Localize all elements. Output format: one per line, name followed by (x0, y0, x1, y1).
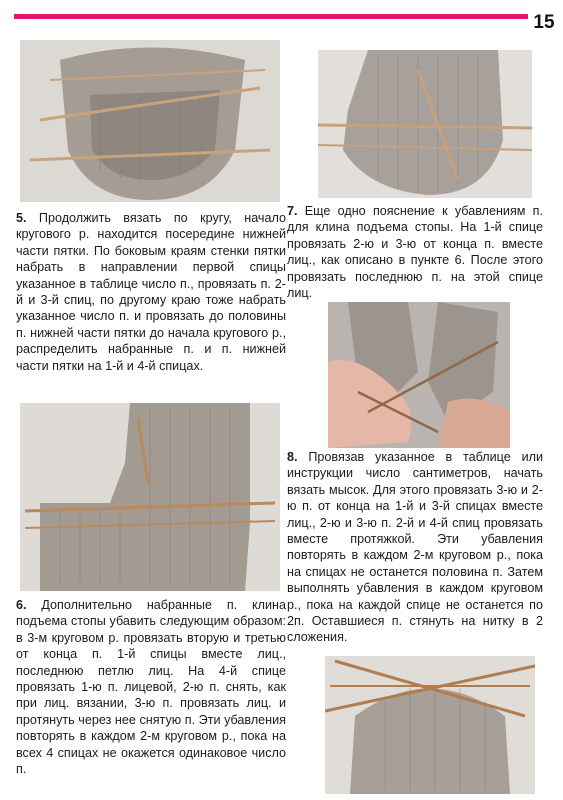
step-8-text (287, 449, 543, 646)
step-5-text (16, 210, 286, 374)
step-6-text (16, 597, 286, 777)
hands-photo-illustration (328, 302, 510, 448)
step-6-body: Дополнительно набранные п. клина подъема стопы убавить следующим образом: в 3-м круговом р. провязать вторую и третью от конца п. 1-й спицы вместе лиц., последнюю петлю лиц. На 4-й спице провязать 1-ю п. лицевой, 2-ю п. снять, как при лиц. вязании, 3-ю п. провязать лиц. и протянуть через нее снятую п. Эти убавления повторять в каждом 2-м круговом р., пока на всех 4 спицах не окажется одинаковое число п. (16, 598, 286, 777)
header-accent-bar (14, 14, 528, 19)
page-number: 15 (533, 12, 555, 33)
step-7-number: 7. (287, 204, 298, 218)
step-5-body: Продолжить вязать по кругу, начало кругового р. находится посередине нижней части пятки. По боковым краям стенки пятки набрать в направлении первой спицы указанное в таблице число п., провязать п. 2-й и 3-й спиц, по другому краю тоже набрать указанное число п. и провязать до половины п. нижней части пятки до начала кругового р., распределить набранные п. и п. нижней части пятки на 1-й и 4-й спицах. (16, 211, 286, 373)
step-5-number: 5. (16, 211, 27, 225)
gusset-photo (20, 403, 280, 591)
step-7-text (287, 203, 543, 301)
step-8-body: Провязав указанное в таблице или инструкции число сантиметров, начать вязать мысок. Для этого провязать 3-ю и 2-ю п. от конца на 1-й и 3-й спицах вместе лиц., 2-ю и 3-ю п. 2-й и 4-й спиц провязать вместе протяжкой. Эти убавления повторять в каждом 2-м круговом р., пока на спицах не останется половина п. Затем выполнять убавления в каждом круговом р., пока на каждой спице не останется по 2п. Оставшиеся п. стянуть на нитку в 2 сложения. (287, 450, 543, 645)
instep-photo (318, 50, 532, 198)
step-7-body: Еще одно пояснение к убавлениям п. для клина подъема стопы. На 1-й спице провязать 2-ю и 3-ю от конца п. вместе лиц., как описано в пункте 6. После этого провязать последнюю п. на этой спице лиц. (287, 204, 544, 301)
toe-photo (325, 656, 535, 794)
instep-photo-illustration (318, 50, 532, 198)
toe-photo-illustration (325, 656, 535, 794)
heel-photo-illustration (20, 40, 280, 202)
hands-photo (328, 302, 510, 448)
step-8-number: 8. (287, 450, 298, 464)
gusset-photo-illustration (20, 403, 280, 591)
step-6-number: 6. (16, 598, 27, 612)
heel-photo (20, 40, 280, 202)
